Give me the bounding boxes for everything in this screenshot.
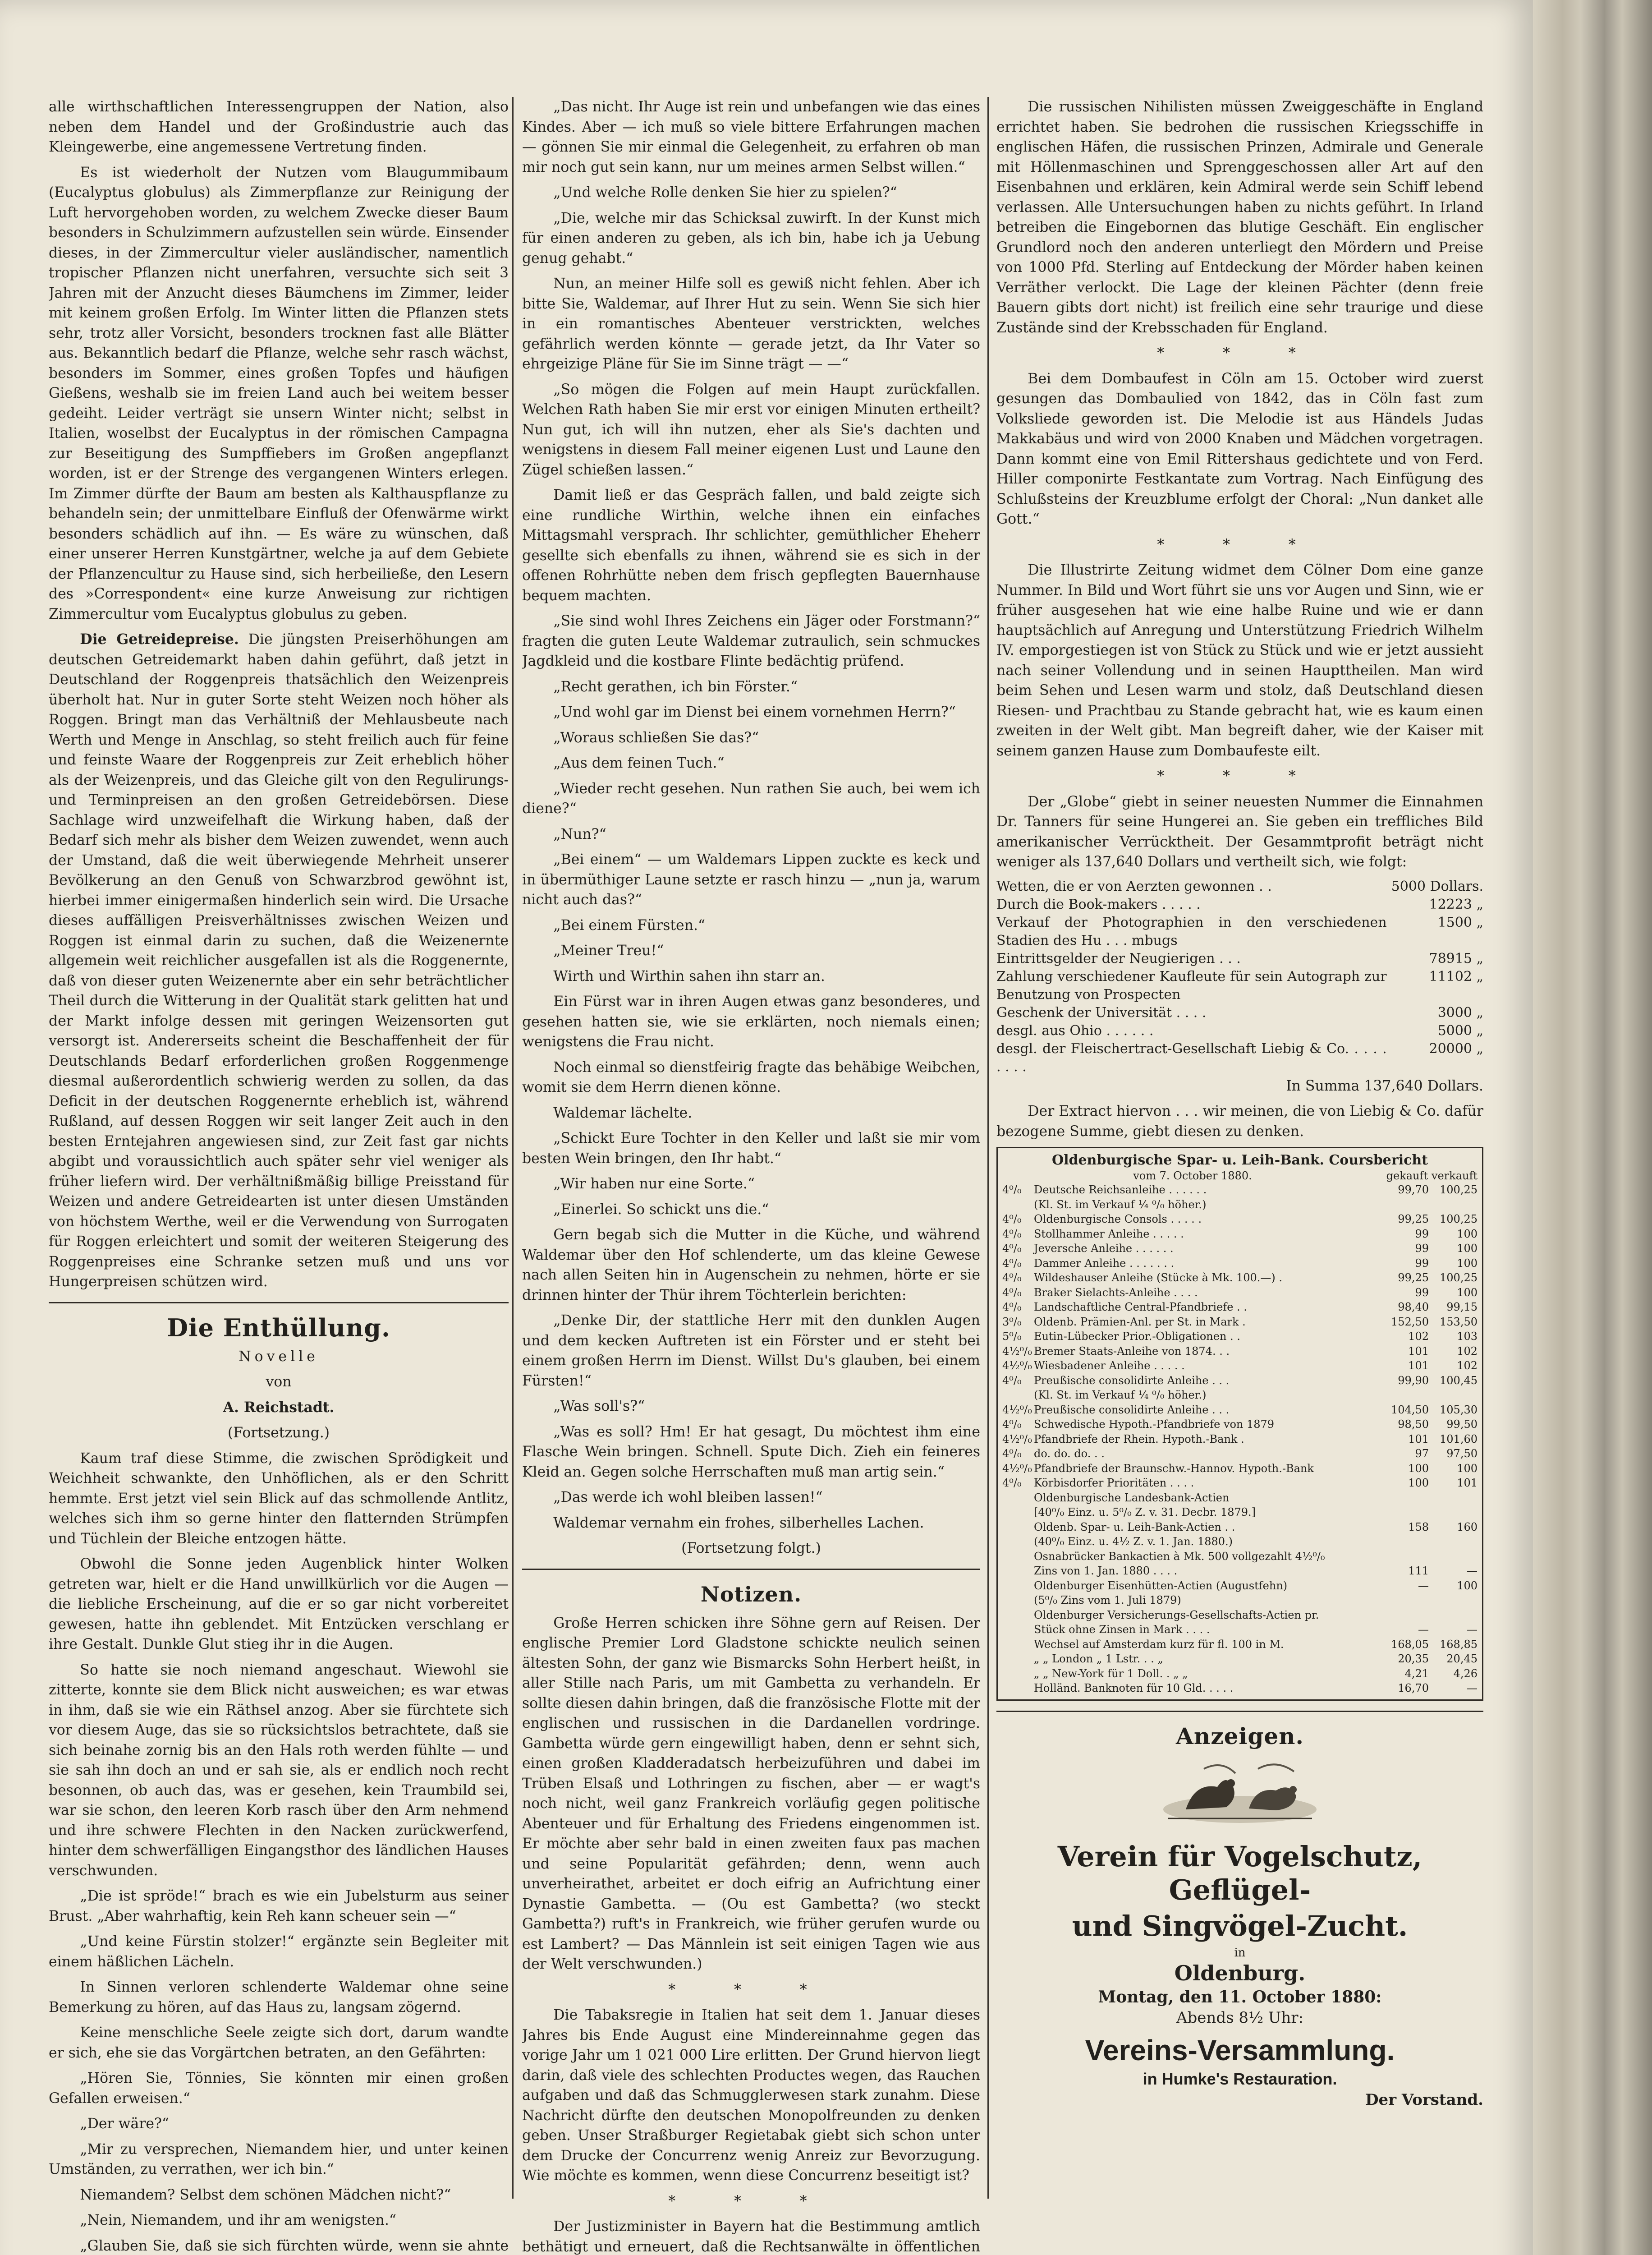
kurs-sell bbox=[1429, 1549, 1478, 1564]
coursbericht-row bbox=[1002, 1593, 1478, 1608]
kurs-name: Stück ohne Zinsen in Mark . . . . bbox=[1034, 1623, 1210, 1636]
kurs-name: „ „ London „ 1 Lstr. . . „ bbox=[1034, 1652, 1163, 1665]
novel-paragraph: „Wir haben nur eine Sorte.“ bbox=[553, 1176, 755, 1192]
kurs-name: Preußische consolidirte Anleihe . . . bbox=[1034, 1403, 1230, 1416]
kurs-name: Wechsel auf Amsterdam kurz für fl. 100 in M. bbox=[1034, 1638, 1284, 1651]
novel-paragraph: Gern begab sich die Mutter in die Küche, und während Waldemar über den Hof schlenderte, um das kleine Gewese nach allen Seiten hin in Augenschein zu nehmen, hörte er sie drinnen hinter der Thür ihrem Töchterlein berichten: bbox=[522, 1227, 980, 1303]
kurs-buy bbox=[1380, 1197, 1429, 1212]
kurs-rate bbox=[1002, 1520, 1034, 1535]
section-divider bbox=[996, 1711, 1483, 1712]
coursbericht-row bbox=[1002, 1212, 1478, 1227]
kurs-name: Holländ. Banknoten für 10 Gld. . . . . bbox=[1034, 1682, 1234, 1694]
kurs-buy: 100 bbox=[1408, 1462, 1429, 1475]
kurs-sell: 100 bbox=[1457, 1227, 1478, 1240]
novel-paragraph: Niemandem? Selbst dem schönen Mädchen nicht?“ bbox=[80, 2186, 451, 2203]
kurs-sell bbox=[1429, 1534, 1478, 1549]
tanner-row-value: 3000 „ bbox=[1437, 1004, 1483, 1021]
kurs-name: (Kl. St. im Verkauf ¼ ⁰/₀ höher.) bbox=[1034, 1389, 1207, 1401]
kurs-buy: 98,50 bbox=[1398, 1418, 1429, 1431]
kurs-rate: 4⁰/₀ bbox=[1002, 1227, 1022, 1240]
tanner-row-label: desgl. aus Ohio . . . . . . bbox=[996, 1022, 1154, 1039]
tanner-row-label: Geschenk der Universität . . . . bbox=[996, 1004, 1207, 1021]
getreidepreise-article bbox=[49, 630, 509, 1292]
ad-line-1: Verein für Vogelschutz, Geflügel- bbox=[1057, 1840, 1423, 1906]
novel-author: A. Reichstadt. bbox=[223, 1399, 335, 1416]
coursbericht-row bbox=[1002, 1300, 1478, 1315]
tanner-row-label: Zahlung verschiedener Kaufleute für sein Autograph zur Benutzung von Prospecten bbox=[996, 968, 1387, 1003]
novel-paragraph: Wirth und Wirthin sahen ihn starr an. bbox=[553, 968, 825, 985]
kurs-rate: 4⁰/₀ bbox=[1002, 1242, 1022, 1255]
kurs-buy bbox=[1380, 1593, 1429, 1608]
kurs-sell: 153,50 bbox=[1440, 1315, 1478, 1328]
notizen-title: Notizen. bbox=[700, 1582, 802, 1606]
intro-paragraph: alle wirthschaftlichen Interessengruppen der Nation, also neben dem Handel und der Großindustrie auch das Kleingewerbe, eine angemessene Vertretung finden. bbox=[49, 99, 509, 155]
kurs-rate bbox=[1002, 1593, 1034, 1608]
kurs-rate: 4⁰/₀ bbox=[1002, 1301, 1022, 1313]
novel-paragraph: „Schickt Eure Tochter in den Keller und laßt sie mir vom besten Wein bringen, den Ihr habt.“ bbox=[522, 1130, 980, 1167]
novel-paragraph: „Mir zu versprechen, Niemandem hier, und unter keinen Umständen, zu verrathen, wer ich bin.“ bbox=[49, 2141, 509, 2177]
kurs-name: Oldenburgische Consols . . . . . bbox=[1034, 1213, 1202, 1225]
kurs-buy: 101 bbox=[1408, 1359, 1429, 1372]
kurs-rate: 4⁰/₀ bbox=[1002, 1477, 1022, 1489]
ad-line-2: und Singvögel-Zucht. bbox=[1072, 1910, 1408, 1942]
ad-in: in bbox=[1234, 1946, 1246, 1960]
tanner-row bbox=[996, 1004, 1483, 1022]
tanner-row bbox=[996, 968, 1483, 1004]
tanner-row-value: 5000 „ bbox=[1437, 1022, 1483, 1039]
coursbericht-row bbox=[1002, 1417, 1478, 1432]
kurs-rate bbox=[1002, 1534, 1034, 1549]
stars-divider: * * * bbox=[1157, 345, 1323, 361]
tanner-row bbox=[996, 878, 1483, 896]
kurs-name: Preußische consolidirte Anleihe . . . bbox=[1034, 1374, 1230, 1387]
kurs-buy: 100 bbox=[1408, 1477, 1429, 1489]
column-1 bbox=[49, 97, 509, 2255]
kurs-buy: — bbox=[1418, 1579, 1429, 1592]
novel-paragraph: „Sie sind wohl Ihres Zeichens ein Jäger oder Forstmann?“ fragten die guten Leute Waldemar zutraulich, sein schmuckes Jagdkleid und die kostbare Flinte bedächtig prüfend. bbox=[522, 613, 980, 669]
kurs-name: Osnabrücker Bankactien à Mk. 500 vollgezahlt 4½⁰/₀ bbox=[1034, 1550, 1325, 1563]
novel-paragraph: „Meiner Treu!“ bbox=[553, 943, 664, 959]
col-head-gekauft: gekauft bbox=[1386, 1169, 1428, 1182]
novel-paragraph: Keine menschliche Seele zeigte sich dort, darum wandte er sich, ehe sie das Vorgärtchen betraten, an den Gefährten: bbox=[49, 2025, 509, 2061]
novel-paragraph: „Das nicht. Ihr Auge ist rein und unbefangen wie das eines Kindes. Aber — ich muß so viele bittere Erfahrungen machen — gönnen Sie mir einmal die Gelegenheit, zu erfahren ob man mir noch gut sein kann, nur um meines armen Selbst willen.“ bbox=[522, 99, 980, 175]
novel-paragraph: „Die ist spröde!“ brach es wie ein Jubelsturm aus seiner Brust. „Aber wahrhaftig, kein Reh kann scheuer sein —“ bbox=[49, 1888, 509, 1924]
kurs-name: Oldenburgische Landesbank-Actien bbox=[1034, 1491, 1230, 1504]
novel-paragraph: Obwohl die Sonne jeden Augenblick hinter Wolken getreten war, hielt er die Hand unwillkürlich vor die Augen — die liebliche Erscheinung, auf die er so gar nicht vorbereitet gewesen, hatte ihn geblendet. Mit Entzücken verschlang er ihre Gestalt. Dunkle Glut stieg ihr in die Augen. bbox=[49, 1556, 509, 1652]
kurs-buy: 99,25 bbox=[1398, 1213, 1429, 1225]
novel-paragraph: „Die, welche mir das Schicksal zuwirft. In der Kunst mich für einen anderen zu geben, als ich bin, habe ich ja Uebung genug gehabt.“ bbox=[522, 210, 980, 267]
kurs-sell: 99,50 bbox=[1446, 1418, 1478, 1431]
coursbericht-row bbox=[1002, 1183, 1478, 1197]
kurs-rate: 4½⁰/₀ bbox=[1002, 1403, 1032, 1416]
kurs-name: Eutin-Lübecker Prior.-Obligationen . . bbox=[1034, 1330, 1240, 1343]
tanner-row-label: Durch die Book-makers . . . . . bbox=[996, 896, 1201, 912]
kurs-name: Bremer Staats-Anleihe von 1874. . . bbox=[1034, 1344, 1230, 1358]
coursbericht-row bbox=[1002, 1578, 1478, 1593]
coursbericht-row bbox=[1002, 1403, 1478, 1417]
kurs-name: Körbisdorfer Prioritäten . . . . bbox=[1034, 1477, 1194, 1489]
kurs-name: Wiesbadener Anleihe . . . . . bbox=[1034, 1359, 1185, 1372]
novel-paragraph: „Wieder recht gesehen. Nun rathen Sie auch, bei wem ich diene?“ bbox=[522, 780, 980, 817]
kurs-rate: 5⁰/₀ bbox=[1002, 1330, 1022, 1343]
kurs-sell: 4,26 bbox=[1453, 1667, 1478, 1680]
novel-paragraph: „Was es soll? Hm! Er hat gesagt, Du möchtest ihm eine Flasche Wein bringen. Schnell. Spute Dich. Zieh ein feineres Kleid an. Gegen solche Herrschaften muß man artig sein.“ bbox=[522, 1423, 980, 1480]
novel-paragraph: Waldemar vernahm ein frohes, silberhelles Lachen. bbox=[553, 1514, 924, 1531]
kurs-sell bbox=[1429, 1197, 1478, 1212]
coursbericht-title: Oldenburgische Spar- u. Leih-Bank. Coursbericht bbox=[1051, 1152, 1428, 1168]
coursbericht-subheader bbox=[1002, 1169, 1478, 1183]
kurs-rate: 4½⁰/₀ bbox=[1002, 1432, 1032, 1445]
kurs-rate: 4⁰/₀ bbox=[1002, 1447, 1022, 1460]
kurs-name: Landschaftliche Central-Pfandbriefe . . bbox=[1034, 1301, 1247, 1313]
novel-paragraph: „Glauben Sie, daß sie sich fürchten würde, wenn sie ahnte bbox=[80, 2237, 509, 2254]
kurs-sell: 20,45 bbox=[1446, 1652, 1478, 1665]
novel-paragraph: „Aus dem feinen Tuch.“ bbox=[553, 755, 725, 771]
coursbericht-row bbox=[1002, 1637, 1478, 1652]
novel-paragraph: Nun, an meiner Hilfe soll es gewiß nicht fehlen. Aber ich bitte Sie, Waldemar, auf Ihrer Hut zu sein. Wenn Sie sich hier in ein romantisches Abenteuer verstrickten, welches gefährlich werden könnte — gerade jetzt, da Ihr Vater so ehrgeizige Pläne für Sie im Sinne trägt — —“ bbox=[522, 276, 980, 372]
notiz-justizminister: Der Justizminister in Bayern hat die Bestimmung amtlich bethätigt und erneuert, daß die Rechtsanwälte in öffentlichen bbox=[522, 2218, 980, 2255]
kurs-sell bbox=[1429, 1491, 1478, 1505]
tanner-row-label: Verkauf der Photographien in den verschiedenen Stadien des Hu . . . mbugs bbox=[996, 914, 1387, 948]
kurs-rate: 4⁰/₀ bbox=[1002, 1374, 1022, 1387]
ad-date: Montag, den 11. October 1880: bbox=[1098, 1988, 1382, 2006]
kurs-name: Pfandbriefe der Rhein. Hypoth.-Bank . bbox=[1034, 1432, 1244, 1445]
kurs-name: Braker Sielachts-Anleihe . . . . bbox=[1034, 1286, 1198, 1299]
kurs-buy: 101 bbox=[1408, 1344, 1429, 1358]
kurs-rate: 4⁰/₀ bbox=[1002, 1286, 1022, 1299]
ad-signature: Der Vorstand. bbox=[1365, 2091, 1483, 2109]
nihilisten-article: Die russischen Nihilisten müssen Zweiggeschäfte in England errichtet haben. Sie bedrohen die russischen Kriegsschiffe in englischen Häfen, die russischen Prinzen, Admirale und Generale mit Höllenmaschinen und Sprenggeschossen aller Art auf den Eisenbahnen und erklären, kein Admiral werde sein Schiff lebend verlassen. Alle Untersuchungen haben zu nichts geführt. In Irland betreiben die Eingebornen das blutige Geschäft. Ein englischer Grundlord noch den anderen unterliegt den Mördern und Preise von 1000 Pfd. Sterling auf Entdeckung der Mörder haben keinen Verräther verlockt. Die Lage der kleinen Pächter (denn freie Bauern gibts dort nicht) ist freilich eine sehr traurige und diese Zustände sind der Krebsschaden für England. bbox=[996, 99, 1483, 336]
coursbericht-row bbox=[1002, 1681, 1478, 1696]
kurs-buy: 104,50 bbox=[1391, 1403, 1429, 1416]
kurs-rate bbox=[1002, 1622, 1034, 1637]
stars-divider: * * * bbox=[668, 1981, 834, 1998]
kurs-sell: 100 bbox=[1457, 1242, 1478, 1255]
kurs-buy: 111 bbox=[1408, 1565, 1429, 1577]
coursbericht-row bbox=[1002, 1329, 1478, 1344]
kurs-name: Zins von 1. Jan. 1880 . . . . bbox=[1034, 1565, 1178, 1577]
novel-paragraph: So hatte sie noch niemand angeschaut. Wiewohl sie zitterte, konnte sie dem Blick nicht ausweichen; es war etwas in ihm, daß sie wie ein Räthsel anzog. Aber sie fürchtete sich vor diesem Auge, das sie so rücksichtslos betrachtete, daß sie sich beinahe zornig bis an den Hals roth werden fühlte — und sie sah ihn doch an und er sah sie, als er endlich noch recht besonnen, ob auch das, was er gesehen, kein Traumbild sei, war sie schon, den leeren Korb rasch über den Arm nehmend und ihre schwere Flechten in den Nacken zurückwerfend, hinter dem schwerfälligen Eingangsthor des ländlichen Hauses verschwunden. bbox=[49, 1661, 509, 1879]
kurs-buy: 152,50 bbox=[1391, 1315, 1429, 1328]
novel-paragraph: Ein Fürst war in ihren Augen etwas ganz besonderes, und gesehen hatten sie, wie sie erklärten, noch niemals einen; wenigstens die Frau nicht. bbox=[522, 994, 980, 1050]
coursbericht-row bbox=[1002, 1476, 1478, 1491]
kurs-buy: 99 bbox=[1415, 1286, 1429, 1299]
kurs-sell: 102 bbox=[1457, 1359, 1478, 1372]
kurs-rate bbox=[1002, 1388, 1034, 1403]
section-divider bbox=[522, 1569, 980, 1570]
coursbericht-row bbox=[1002, 1432, 1478, 1447]
novel-continuation: (Fortsetzung.) bbox=[227, 1425, 330, 1441]
novel-paragraph: „So mögen die Folgen auf mein Haupt zurückfallen. Welchen Rath haben Sie mir erst vor einigen Minuten ertheilt? Nun gut, ich will ihn nutzen, eher als Sie's dachten und wenigstens in diesem Fall meiner eigenen Lust und Laune den Zügel schießen lassen.“ bbox=[522, 381, 980, 478]
kurs-rate: 4½⁰/₀ bbox=[1002, 1344, 1032, 1358]
ad-city: Oldenburg. bbox=[1174, 1961, 1306, 1985]
coursbericht-row bbox=[1002, 1446, 1478, 1461]
kurs-rate bbox=[1002, 1652, 1034, 1666]
coursbericht-row bbox=[1002, 1491, 1478, 1505]
ad-event: Vereins-Versammlung. bbox=[1085, 2034, 1395, 2066]
kurs-buy: 99 bbox=[1415, 1256, 1429, 1270]
ad-place: in Humke's Restauration. bbox=[1143, 2070, 1337, 2088]
kurs-rate bbox=[1002, 1564, 1034, 1578]
kurs-name: Oldenburger Versicherungs-Gesellschafts-Actien pr. bbox=[1034, 1608, 1319, 1621]
coursbericht-row bbox=[1002, 1461, 1478, 1476]
novel-paragraph: Noch einmal so dienstfeirig fragte das behäbige Weibchen, womit sie dem Herrn dienen könne. bbox=[522, 1059, 980, 1095]
tanner-total: In Summa 137,640 Dollars. bbox=[1286, 1077, 1483, 1094]
kurs-sell: — bbox=[1467, 1623, 1478, 1636]
kurs-sell: 100 bbox=[1457, 1256, 1478, 1270]
coursbericht-row bbox=[1002, 1564, 1478, 1578]
kurs-name: „ „ New-York für 1 Doll. . „ „ bbox=[1034, 1667, 1188, 1680]
novel-paragraph: „Recht gerathen, ich bin Förster.“ bbox=[553, 678, 798, 695]
novel-paragraph: „Woraus schließen Sie das?“ bbox=[553, 729, 759, 746]
kurs-sell: 100,25 bbox=[1440, 1213, 1478, 1225]
kurs-name: (40⁰/₀ Einz. u. 4½ Z. v. 1. Jan. 1880.) bbox=[1034, 1535, 1233, 1548]
birds-engraving-icon bbox=[1159, 1755, 1321, 1832]
kurs-rate: 4⁰/₀ bbox=[1002, 1418, 1022, 1431]
illustrirte-zeitung-article: Die Illustrirte Zeitung widmet dem Cölner Dom eine ganze Nummer. In Bild und Wort führt sie uns vor Augen und Sinn, wie er früher ausgesehen hat wie eine halbe Ruine und wie er dann hauptsächlich auf Anregung und Unterstützung Friedrich Wilhelm IV. emporgestiegen ist von Stück zu Stück und wie er jetzt aussieht nach seiner Vollendung und in seinen Haupttheilen. Man wird beim Sehen und Lesen warm und stolz, daß Deutschland diesen Riesen- und Prachtbau zu Stande gebracht hat, wie es kaum einen zweiten in der Welt gibt. Man begreift daher, wie der Kaiser mit seinem ganzen Hause zum Dombaufeste eilt. bbox=[996, 562, 1483, 759]
novel-paragraph: „Das werde ich wohl bleiben lassen!“ bbox=[553, 1489, 823, 1505]
tanner-row bbox=[996, 896, 1483, 914]
novel-paragraph: „Bei einem Fürsten.“ bbox=[553, 917, 706, 934]
kurs-buy: 98,40 bbox=[1398, 1301, 1429, 1313]
kurs-name: Dammer Anleihe . . . . . . . bbox=[1034, 1256, 1175, 1270]
column-3 bbox=[996, 97, 1483, 2255]
kurs-rate bbox=[1002, 1608, 1034, 1623]
kurs-sell: 100 bbox=[1457, 1286, 1478, 1299]
column-rule-1 bbox=[512, 97, 514, 2199]
novel-paragraph: „Nun?“ bbox=[553, 826, 606, 842]
novel-paragraph: „Denke Dir, der stattliche Herr mit den dunklen Augen und dem kecken Auftreten ist ein Förster und er steht bei einem großen Herrn im Dienst. Willst Du's glauben, bei einem Fürsten!“ bbox=[522, 1312, 980, 1389]
coursbericht-row bbox=[1002, 1315, 1478, 1330]
tanner-row-value: 78915 „ bbox=[1429, 950, 1483, 966]
kurs-buy: 158 bbox=[1408, 1520, 1429, 1533]
ad-time: Abends 8½ Uhr: bbox=[1176, 2009, 1303, 2027]
novel-paragraph: „Nein, Niemandem, und ihr am wenigsten.“ bbox=[80, 2212, 396, 2228]
coursbericht-box bbox=[996, 1147, 1483, 1701]
kurs-sell: 168,85 bbox=[1440, 1638, 1478, 1651]
kurs-rate: 4⁰/₀ bbox=[1002, 1213, 1022, 1225]
kurs-sell: 100 bbox=[1457, 1462, 1478, 1475]
tanner-row-label: Wetten, die er von Aerzten gewonnen . . bbox=[996, 878, 1272, 894]
globe-tanner-article: Der „Globe“ giebt in seiner neuesten Nummer die Einnahmen Dr. Tanners für seine Hungerei an. Sie geben ein treffliches Bild amerikanischer Verrücktheit. Der Gesammtprofit beträgt nicht weniger als 137,640 Dollars und vertheilt sich, wie folgt: bbox=[996, 793, 1483, 870]
coursbericht-row bbox=[1002, 1227, 1478, 1242]
novel-paragraph: „Einerlei. So schickt uns die.“ bbox=[553, 1201, 769, 1218]
kurs-name: Wildeshauser Anleihe (Stücke à Mk. 100.—) . bbox=[1034, 1271, 1283, 1284]
kurs-buy: 4,21 bbox=[1404, 1667, 1429, 1680]
kurs-buy: 102 bbox=[1408, 1330, 1429, 1343]
kurs-sell: 101,60 bbox=[1440, 1432, 1478, 1445]
kurs-name: Oldenb. Spar- u. Leih-Bank-Actien . . bbox=[1034, 1520, 1235, 1533]
kurs-sell: 97,50 bbox=[1446, 1447, 1478, 1460]
col-head-verkauft: verkauft bbox=[1431, 1169, 1478, 1182]
kurs-buy: 20,35 bbox=[1398, 1652, 1429, 1665]
kurs-buy: 97 bbox=[1415, 1447, 1429, 1460]
kurs-buy: 16,70 bbox=[1398, 1682, 1429, 1694]
kurs-name: (Kl. St. im Verkauf ¼ ⁰/₀ höher.) bbox=[1034, 1198, 1207, 1211]
kurs-buy: 99 bbox=[1415, 1242, 1429, 1255]
novel-paragraph: „Hören Sie, Tönnies, Sie könnten mir einen großen Gefallen erweisen.“ bbox=[49, 2070, 509, 2107]
dombaufest-article: Bei dem Dombaufest in Cöln am 15. October wird zuerst gesungen das Dombaulied von 1842, das in Cöln fast zum Volksliede geworden ist. Die Melodie ist aus Händels Judas Makkabäus und wird von 2000 Knaben und Mädchen vorgetragen. Dann kommt eine von Emil Rittershaus gedichtete und von Ferd. Hiller componirte Festkantate zum Vortrag. Nach Einfügung des Schlußsteins der Kreuzblume erfolgt der Choral: „Nun danket alle Gott.“ bbox=[996, 370, 1483, 527]
kurs-buy bbox=[1380, 1534, 1429, 1549]
kurs-name: [40⁰/₀ Einz. u. 5⁰/₀ Z. v. 31. Decbr. 1879.] bbox=[1034, 1506, 1256, 1519]
novel-paragraph: Damit ließ er das Gespräch fallen, und bald zeigte sich eine rundliche Wirthin, welche ihnen ein einfaches Mittagsmahl versprach. Ihr schlichter, gemüthlicher Eheherr gesellte sich ebenfalls zu ihnen, während sie es sich in der offenen Rohrhütte neben dem frisch gepflegten Bauernhause bequem machten. bbox=[522, 487, 980, 604]
kurs-rate bbox=[1002, 1666, 1034, 1681]
kurs-sell bbox=[1429, 1593, 1478, 1608]
kurs-rate bbox=[1002, 1505, 1034, 1520]
section-divider bbox=[49, 1302, 509, 1303]
coursbericht-row bbox=[1002, 1652, 1478, 1666]
kurs-rate bbox=[1002, 1637, 1034, 1652]
kurs-sell: 103 bbox=[1457, 1330, 1478, 1343]
kurs-name: Schwedische Hypoth.-Pfandbriefe von 1879 bbox=[1034, 1418, 1275, 1431]
kurs-buy: 168,05 bbox=[1391, 1638, 1429, 1651]
kurs-rate: 4½⁰/₀ bbox=[1002, 1462, 1032, 1475]
kurs-name: Jeversche Anleihe . . . . . . bbox=[1034, 1242, 1174, 1255]
kurs-sell: 100,25 bbox=[1440, 1271, 1478, 1284]
kurs-buy: — bbox=[1418, 1623, 1429, 1636]
novel-paragraph: „Bei einem“ — um Waldemars Lippen zuckte es keck und in übermüthiger Laune setzte er rasch hinzu — „nun ja, warum nicht auch das?“ bbox=[522, 851, 980, 908]
kurs-name: Oldenburger Eisenhütten-Actien (Augustfehn) bbox=[1034, 1579, 1288, 1592]
kurs-buy bbox=[1380, 1608, 1429, 1623]
tanner-row bbox=[996, 1022, 1483, 1040]
kurs-sell: 100,45 bbox=[1440, 1374, 1478, 1387]
tanner-row bbox=[996, 914, 1483, 950]
kurs-rate bbox=[1002, 1578, 1034, 1593]
coursbericht-row bbox=[1002, 1241, 1478, 1256]
novel-paragraph: „Und wohl gar im Dienst bei einem vornehmen Herrn?“ bbox=[553, 704, 956, 720]
novel-paragraph: „Der wäre?“ bbox=[80, 2116, 170, 2132]
coursbericht-date: vom 7. October 1880. bbox=[1133, 1169, 1252, 1182]
kurs-sell bbox=[1429, 1608, 1478, 1623]
coursbericht-row bbox=[1002, 1358, 1478, 1373]
coursbericht-row bbox=[1002, 1373, 1478, 1388]
novel-paragraph: „Und keine Fürstin stolzer!“ ergänzte sein Begleiter mit einem häßlichen Lächeln. bbox=[49, 1933, 509, 1970]
novel-paragraph: „Was soll's?“ bbox=[553, 1398, 645, 1414]
getreidepreise-title: Die Getreidepreise. bbox=[80, 631, 239, 648]
kurs-name: Stollhammer Anleihe . . . . . bbox=[1034, 1227, 1184, 1240]
kurs-name: do. do. do. . . bbox=[1034, 1447, 1105, 1460]
kurs-buy bbox=[1380, 1505, 1429, 1520]
kurs-buy bbox=[1380, 1491, 1429, 1505]
kurs-sell: 100 bbox=[1457, 1579, 1478, 1592]
coursbericht-row bbox=[1002, 1505, 1478, 1520]
column-rule-2 bbox=[987, 97, 989, 2199]
kurs-rate: 4½⁰/₀ bbox=[1002, 1359, 1032, 1372]
tanner-row-value: 11102 „ bbox=[1429, 968, 1483, 985]
notiz-reisen: Große Herren schicken ihre Söhne gern auf Reisen. Der englische Premier Lord Gladstone schickte neulich seinen ältesten Sohn, der ganz wie Bismarcks Sohn Herbert heißt, in aller Stille nach Paris, um mit Gambetta zu verhandeln. Er sollte diesen dahin bringen, daß die französische Flotte mit der englischen und russischen in die Dardanellen vordringe. Gambetta würde gern eingewilligt haben, denn er sehnt sich, einen großen Kladderadatsch herbeizuführen und dabei im Trüben Elsaß und Lothringen zu fischen, aber — er wagt's noch nicht, weil ganz Frankreich vorläufig gegen politische Abenteuer und für Erhaltung des Friedens eingenommen ist. Er möchte aber sehr bald in einen zweiten faux pas machen und seine Popularität gefährden; denn, wenn auch unverheirathet, arbeitet er doch eifrig an Aufrichtung einer Dynastie Gambetta. — (Ou est Gambetta? (wo steckt Gambetta?) ruft's in Frankreich, wie früher gerufen wurde ou est Lambert? — Das Männlein ist seit einigen Tagen wie aus der Welt verschwunden.) bbox=[522, 1615, 980, 1972]
tanner-row-value: 5000 Dollars. bbox=[1391, 878, 1483, 894]
coursbericht-row bbox=[1002, 1388, 1478, 1403]
blaugummibaum-article: Es ist wiederholt der Nutzen vom Blaugummibaum (Eucalyptus globulus) als Zimmerpflanze zur Reinigung der Luft hervorgehoben worden, zu welchem Zwecke dieser Baum besonders in Schulzimmern aufzustellen sein würde. Einsender dieses, in der Zimmercultur vieler ausländischer, namentlich tropischer Pflanzen nicht unerfahren, versuchte sich seit 3 Jahren mit der Anzucht dieses Bäumchens im Zimmer, leider mit keinem großen Erfolg. Im Winter litten die Pflanzen stets sehr, trotz aller Vorsicht, besonders trocknen fast alle Blätter aus. Bekanntlich bedarf die Pflanze, welche sehr rasch wächst, besonders im Sommer, eines großen Topfes und häufigen Gießens, weshalb sie im freien Land auch bei weitem besser gedeiht. Leider verträgt sie unsern Winter nicht; selbst in Italien, woselbst der Eucalyptus in der römischen Campagna zur Beseitigung des Sumpffiebers im Großen angepflanzt worden, ist er der Strenge des vergangenen Winters erlegen. Im Zimmer dürfte der Baum am besten als Kalthauspflanze zu behandeln sein; der unmittelbare Einfluß der Ofenwärme wirkt besonders schädlich auf ihn. — Es wäre zu wünschen, daß einer unserer Herren Kunstgärtner, welche ja auf dem Gebiete der Pflanzencultur zu Hause sind, sich herbeiließe, den Lesern des »Correspondent« eine kurze Anweisung zur richtigen Zimmercultur vom Eucalyptus globulus zu geben. bbox=[49, 164, 509, 622]
kurs-name: Oldenb. Prämien-Anl. per St. in Mark . bbox=[1034, 1315, 1246, 1328]
novel-paragraph: „Und welche Rolle denken Sie hier zu spielen?“ bbox=[553, 184, 897, 201]
coursbericht-row bbox=[1002, 1666, 1478, 1681]
kurs-sell: 101 bbox=[1457, 1477, 1478, 1489]
kurs-sell: — bbox=[1467, 1682, 1478, 1694]
tanner-row-value: 1500 „ bbox=[1437, 914, 1483, 930]
kurs-rate bbox=[1002, 1681, 1034, 1696]
coursbericht-table bbox=[1002, 1183, 1478, 1696]
novel-to-be-continued: (Fortsetzung folgt.) bbox=[681, 1540, 821, 1556]
kurs-name: Pfandbriefe der Braunschw.-Hannov. Hypoth.-Bank bbox=[1034, 1462, 1314, 1475]
kurs-buy: 99,25 bbox=[1398, 1271, 1429, 1284]
kurs-rate bbox=[1002, 1491, 1034, 1505]
coursbericht-row bbox=[1002, 1534, 1478, 1549]
stars-divider: * * * bbox=[668, 2193, 834, 2209]
novel-genre: Novelle bbox=[239, 1348, 319, 1365]
kurs-sell: 160 bbox=[1457, 1520, 1478, 1533]
novel-title: Die Enthüllung. bbox=[167, 1313, 390, 1342]
column-2 bbox=[522, 97, 980, 2255]
kurs-sell bbox=[1429, 1505, 1478, 1520]
novel-paragraph: Waldemar lächelte. bbox=[553, 1104, 693, 1121]
liebig-note: Der Extract hiervon . . . wir meinen, die von Liebig & Co. dafür bezogene Summe, giebt diesen zu denken. bbox=[996, 1103, 1483, 1140]
tanner-row-value: 20000 „ bbox=[1429, 1040, 1483, 1057]
coursbericht-row bbox=[1002, 1344, 1478, 1359]
coursbericht-row bbox=[1002, 1270, 1478, 1285]
stars-divider: * * * bbox=[1157, 536, 1323, 553]
kurs-name: (5⁰/₀ Zins vom 1. Juli 1879) bbox=[1034, 1594, 1181, 1606]
novel-paragraph: Kaum traf diese Stimme, die zwischen Sprödigkeit und Weichheit schwankte, den Unhöflichen, als er den Schritt hemmte. Erst jetzt viel sein Blick auf das schmollende Antlitz, welches sich ihm so gerne hinter den flatternden Strümpfen und Tüchlein der Bleiche entzogen hätte. bbox=[49, 1450, 509, 1547]
coursbericht-row bbox=[1002, 1285, 1478, 1300]
coursbericht-row bbox=[1002, 1549, 1478, 1564]
kurs-sell: 102 bbox=[1457, 1344, 1478, 1358]
kurs-sell: 99,15 bbox=[1446, 1301, 1478, 1313]
kurs-buy bbox=[1380, 1549, 1429, 1564]
kurs-buy: 99,70 bbox=[1398, 1183, 1429, 1196]
coursbericht-row bbox=[1002, 1197, 1478, 1212]
kurs-rate bbox=[1002, 1549, 1034, 1564]
kurs-rate: 4⁰/₀ bbox=[1002, 1256, 1022, 1270]
kurs-sell bbox=[1429, 1388, 1478, 1403]
tanner-row-value: 12223 „ bbox=[1429, 896, 1483, 912]
kurs-rate: 3⁰/₀ bbox=[1002, 1315, 1022, 1328]
kurs-sell: 100,25 bbox=[1440, 1183, 1478, 1196]
notiz-tabaksregie: Die Tabaksregie in Italien hat seit dem 1. Januar dieses Jahres bis Ende August eine Mindereinnahme gegen das vorige Jahr um 1 021 000 Lire erlitten. Der Grund hiervon liegt darin, daß viele des schlechten Productes wegen, das Rauchen aufgaben und daß das Schmugglerwesen stark zunahm. Diese Nachricht dürfte den deutschen Monopolfreunden zu denken geben. Unser Straßburger Regietabak giebt sich schon unter dem Drucke der Concurrenz wenig Anreiz zur Bevorzugung. Wie möchte es kommen, wenn diese Concurrenz beseitigt ist? bbox=[522, 2007, 980, 2184]
stars-divider: * * * bbox=[1157, 768, 1323, 784]
kurs-sell: — bbox=[1467, 1565, 1478, 1577]
coursbericht-row bbox=[1002, 1608, 1478, 1623]
coursbericht-row bbox=[1002, 1520, 1478, 1535]
getreidepreise-body: Die jüngsten Preiserhöhungen am deutschen Getreidemarkt haben dahin geführt, daß jetzt in Deutschland der Roggenpreis thatsächlich den Weizenpreis überholt hat. Nur in guter Sorte steht Weizen noch höher als Roggen. Bringt man das Verhältniß der Mehlausbeute nach Werth und Menge in Anschlag, so steht freilich auch für feine und feinste Waare der Roggenpreis zur Zeit erheblich höher als der Weizenpreis, und das Gleiche gilt von den Regulirungs- und Terminpreisen an den großen Getreidebörsen. Diese Sachlage wird unzweifelhaft die Wirkung haben, daß der Bedarf sich mehr als bisher dem Weizen zuwendet, wenn auch der Umstand, daß die weit überwiegende Mehrheit unserer Bevölkerung an den Genuß von Schwarzbrod gewöhnt ist, hierbei immer einigermaßen hinderlich sein wird. Die Ursache dieses auffälligen Preisverhältnisses zwischen Weizen und Roggen ist einmal darin zu suchen, daß die Weizenernte allgemein weit reichlicher ausgefallen ist als die Roggenernte, daß von dieser guten Weizenernte aber ein sehr beträchtlicher Theil durch die Witterung in der Qualität stark gelitten hat und der Markt infolge dessen mit geringen Weizensorten gut versorgt ist. Andererseits scheint die Beschaffenheit der für Deutschlands Bedarf erforderlichen großen Roggenmenge diesmal außerordentlich schwierig werden zu sollen, da das Deficit in der deutschen Roggenernte erheblich ist, während Rußland, auf dessen Roggen wir seit langer Zeit auch in den besten Erntejahren angewiesen sind, zur Zeit fast gar nichts abgibt und voraussichtlich auch später sehr viel weniger als früher liefern wird. Der verhältnißmäßig billige Preisstand für Weizen und andere Getreidearten ist unter diesen Umständen von höchstem Werthe, weil er die Verwendung von Surrogaten für Roggen erleichtert und somit der weiteren Steigerung des Roggenpreises eine Schranke setzen muß und uns vor Hungerpreisen schützen wird. bbox=[49, 631, 509, 1290]
coursbericht-row bbox=[1002, 1622, 1478, 1637]
tanner-row bbox=[996, 950, 1483, 968]
anzeigen-title: Anzeigen. bbox=[1176, 1722, 1304, 1749]
kurs-rate: 4⁰/₀ bbox=[1002, 1271, 1022, 1284]
kurs-sell: 105,30 bbox=[1440, 1403, 1478, 1416]
kurs-rate: 4⁰/₀ bbox=[1002, 1183, 1022, 1196]
tanner-row-label: desgl. der Fleischertract-Gesellschaft Liebig & Co. . . . . . . . . bbox=[996, 1040, 1387, 1075]
kurs-rate bbox=[1002, 1197, 1034, 1212]
tanner-income-table bbox=[996, 878, 1483, 1076]
novel-paragraph: In Sinnen verloren schlenderte Waldemar ohne seine Bemerkung zu hören, auf das Haus zu, langsam zögernd. bbox=[49, 1979, 509, 2016]
novel-von: von bbox=[266, 1374, 292, 1390]
kurs-buy: 99,90 bbox=[1398, 1374, 1429, 1387]
kurs-buy bbox=[1380, 1388, 1429, 1403]
coursbericht-row bbox=[1002, 1256, 1478, 1271]
kurs-buy: 99 bbox=[1415, 1227, 1429, 1240]
vogelschutz-ad bbox=[996, 1755, 1483, 2110]
kurs-name: Deutsche Reichsanleihe . . . . . . bbox=[1034, 1183, 1207, 1196]
page-edge-stack bbox=[1533, 0, 1652, 2255]
tanner-row bbox=[996, 1040, 1483, 1076]
tanner-row-label: Eintrittsgelder der Neugierigen . . . bbox=[996, 950, 1241, 966]
kurs-buy: 101 bbox=[1408, 1432, 1429, 1445]
